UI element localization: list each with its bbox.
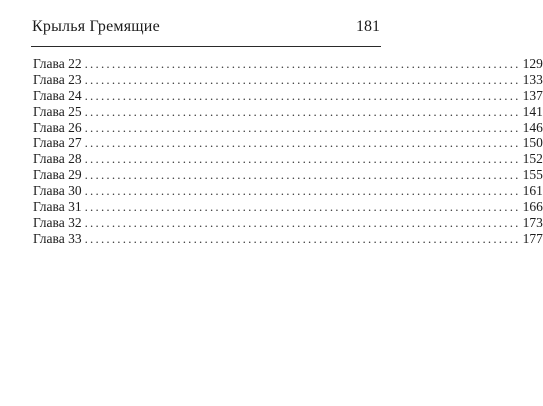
toc-dot-leader: ................................................................................ — [84, 119, 521, 135]
toc-page-number: 150 — [522, 135, 543, 151]
toc-dot-leader: ................................................................................ — [84, 135, 521, 151]
toc-chapter-label: Глава 32 — [33, 214, 82, 230]
toc-dot-leader: ................................................................................ — [84, 183, 521, 199]
toc-page-number: 177 — [522, 230, 543, 246]
toc-dot-leader: ................................................................................ — [84, 151, 521, 167]
toc-entry — [33, 167, 543, 183]
toc-chapter-label: Глава 29 — [33, 167, 82, 183]
toc-dot-leader: ................................................................................ — [84, 167, 521, 183]
toc-chapter-label: Глава 31 — [33, 199, 82, 215]
toc-page-number: 133 — [522, 71, 543, 87]
toc-entry — [33, 151, 543, 167]
toc-page-number: 173 — [522, 214, 543, 230]
toc-dot-leader: ................................................................................ — [84, 214, 521, 230]
toc-dot-leader: ................................................................................ — [84, 199, 521, 215]
toc-page-number: 129 — [522, 56, 543, 71]
running-title: Крылья Гремящие — [32, 18, 160, 35]
table-of-contents — [33, 56, 543, 247]
toc-chapter-label: Глава 25 — [33, 103, 82, 119]
toc-chapter-label: Глава 27 — [33, 135, 82, 151]
toc-entry — [33, 230, 543, 247]
toc-page-number: 137 — [522, 87, 543, 103]
toc-entry — [33, 135, 543, 151]
header-rule — [31, 46, 381, 47]
toc-chapter-label: Глава 33 — [33, 230, 82, 246]
toc-entry — [33, 56, 543, 72]
toc-dot-leader: ................................................................................ — [84, 230, 521, 246]
toc-chapter-label: Глава 22 — [33, 56, 82, 71]
toc-entry — [33, 71, 543, 88]
toc-page-number: 166 — [522, 199, 543, 215]
toc-dot-leader: ................................................................................ — [84, 103, 521, 119]
toc-chapter-label: Глава 30 — [33, 183, 82, 199]
toc-dot-leader: ................................................................................ — [84, 56, 521, 71]
toc-entry — [33, 119, 543, 136]
toc-page-number: 141 — [522, 103, 543, 119]
toc-dot-leader: ................................................................................ — [84, 71, 521, 87]
toc-page-number: 146 — [522, 119, 543, 135]
toc-page-number: 161 — [522, 183, 543, 199]
toc-page-number: 155 — [522, 167, 543, 183]
toc-entry — [33, 183, 543, 199]
running-head — [32, 18, 380, 42]
toc-page-number: 152 — [522, 151, 543, 167]
toc-chapter-label: Глава 23 — [33, 71, 82, 87]
toc-chapter-label: Глава 24 — [33, 87, 82, 103]
toc-chapter-label: Глава 28 — [33, 151, 82, 167]
page-number: 181 — [356, 18, 380, 35]
toc-entry — [33, 214, 543, 231]
toc-entry — [33, 87, 543, 104]
toc-dot-leader: ................................................................................ — [84, 87, 521, 103]
toc-chapter-label: Глава 26 — [33, 119, 82, 135]
toc-entry — [33, 199, 543, 215]
toc-entry — [33, 103, 543, 120]
